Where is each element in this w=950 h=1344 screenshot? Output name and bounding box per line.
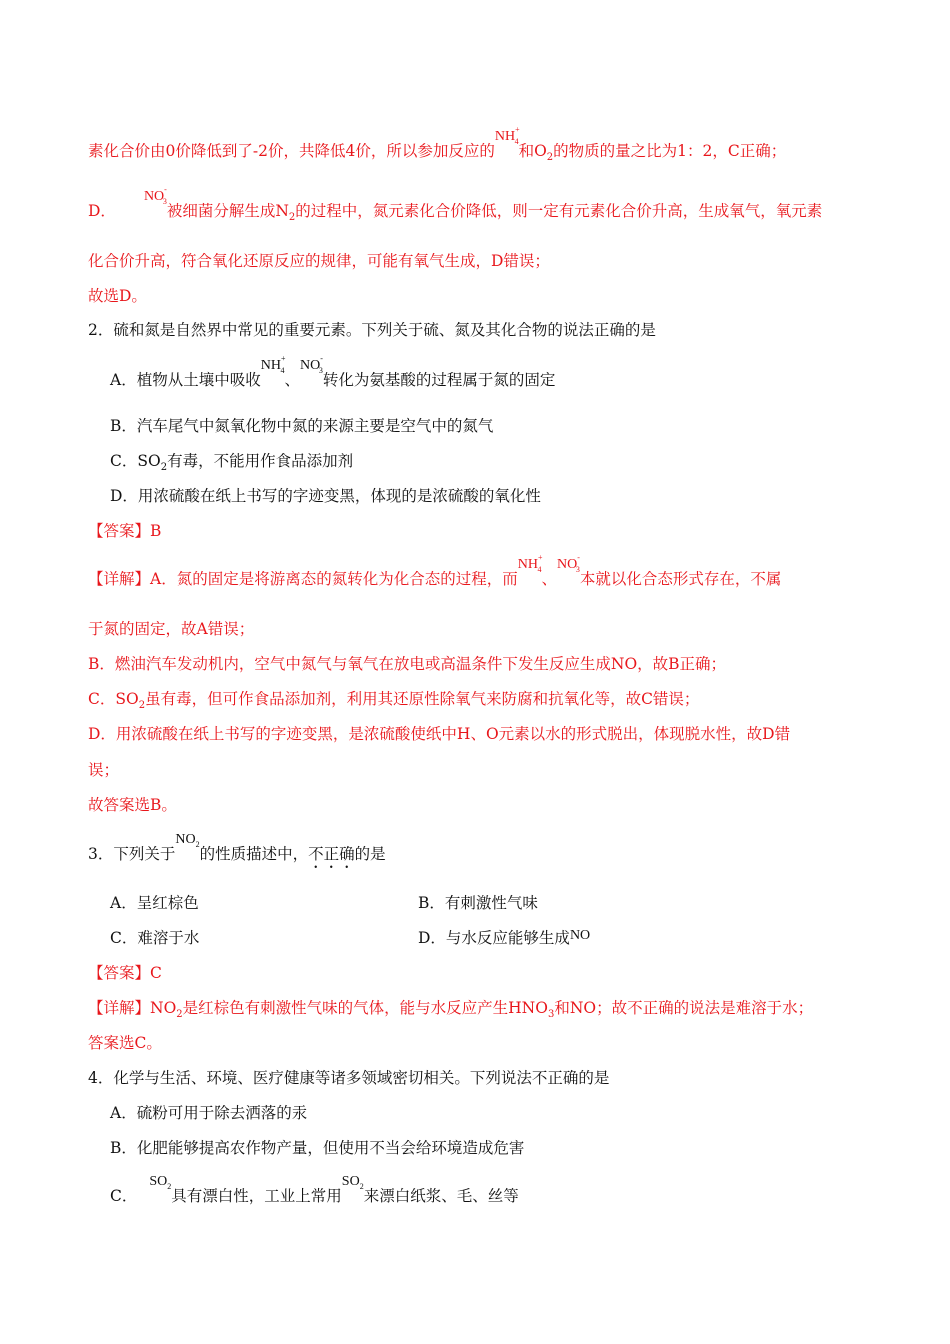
text: 【详解】NO — [88, 999, 177, 1017]
detail-3-line: 答案选C。 — [88, 1034, 162, 1052]
option-2b: B．汽车尾气中氮氧化物中氮的来源主要是空气中的氮气 — [110, 417, 494, 435]
text: 本就以化合态形式存在，不属 — [579, 570, 782, 588]
text: 的是 — [354, 845, 386, 863]
text: 、 — [541, 570, 557, 588]
detail-2-line: 于氮的固定，故A错误； — [88, 620, 255, 638]
formula-no3: $NO^-_3$ — [299, 354, 323, 375]
explanation-line: 化合价升高，符合氧化还原反应的规律，可能有氧气生成，D错误； — [88, 252, 550, 270]
text: 和NO；故不正确的说法是难溶于水； — [554, 999, 814, 1017]
text: 有毒，不能用作食品添加剂 — [167, 452, 354, 470]
option-3d — [418, 928, 590, 950]
formula-no: NO — [569, 928, 591, 943]
explanation-line — [88, 185, 823, 228]
option-2c — [110, 451, 353, 478]
option-2a — [110, 354, 556, 393]
detail-2-line: 误； — [88, 761, 120, 779]
formula-no3: $NO^-_3$ — [556, 553, 580, 574]
text: 被细菌分解生成N — [166, 202, 289, 220]
detail-3-line — [88, 998, 813, 1025]
detail-2-line — [88, 553, 782, 592]
option-4b: B．化肥能够提高农作物产量，但使用不当会给环境造成危害 — [110, 1139, 525, 1157]
subscript: 2 — [176, 1009, 183, 1021]
subscript: 2 — [138, 700, 146, 712]
subscript: 3 — [547, 1009, 555, 1021]
formula-nh4: $NH^+_4$ — [494, 125, 520, 146]
text: D．与水反应能够生成 — [418, 929, 570, 947]
text: 转化为氨基酸的过程属于氮的固定 — [322, 371, 556, 389]
text: 来漂白纸浆、毛、丝等 — [363, 1187, 519, 1205]
option-3b: B．有刺激性气味 — [418, 894, 538, 912]
text: 虽有毒，但可作食品添加剂，利用其还原性除氧气来防腐和抗氧化等，故C错误； — [145, 690, 700, 708]
formula-nh4: $NH^+_4$ — [260, 354, 286, 375]
text: 【详解】A．氮的固定是将游离态的氮转化为化合态的过程，而 — [88, 570, 518, 588]
option-4c — [110, 1174, 519, 1209]
text: 和O — [518, 142, 547, 160]
option-3c: C．难溶于水 — [110, 929, 200, 947]
explanation-line: 故选D。 — [88, 287, 147, 305]
text: D． — [88, 202, 116, 220]
formula-no2: $NO_2$ — [175, 832, 200, 849]
detail-2-line: 故答案选B。 — [88, 796, 177, 814]
subscript: 2 — [546, 152, 554, 164]
text: 3．下列关于 — [88, 845, 176, 863]
text: 的物质的量之比为1：2，C正确； — [553, 142, 787, 160]
text: C．SO — [88, 690, 139, 708]
text: C． — [110, 1187, 138, 1205]
emphasis-text: 不正确 — [308, 845, 355, 863]
text: 的性质描述中， — [199, 845, 309, 863]
formula-nh4: $NH^+_4$ — [517, 553, 543, 574]
option-2d: D．用浓硫酸在纸上书写的字迹变黑，体现的是浓硫酸的氧化性 — [110, 487, 541, 505]
text: 素化合价由0价降低到了-2价，共降低4价，所以参加反应的 — [88, 142, 495, 160]
answer-3: 【答案】C — [88, 964, 162, 982]
question-2: 2．硫和氮是自然界中常见的重要元素。下列关于硫、氮及其化合物的说法正确的是 — [88, 321, 656, 339]
detail-2-line: D．用浓硫酸在纸上书写的字迹变黑，是浓硫酸使纸中H、O元素以水的形式脱出，体现脱水性，故D错 — [88, 725, 791, 743]
text: A．植物从土壤中吸收 — [110, 371, 261, 389]
subscript: 2 — [288, 212, 296, 224]
subscript: 2 — [160, 462, 168, 474]
text: 、 — [284, 371, 300, 389]
text: C．SO — [110, 452, 161, 470]
answer-2: 【答案】B — [88, 522, 162, 540]
formula-so2: $SO_2$ — [149, 1174, 172, 1191]
explanation-line — [88, 125, 787, 168]
question-3 — [88, 832, 386, 872]
formula-no3: $NO^-_3$ — [143, 185, 167, 206]
question-4: 4．化学与生活、环境、医疗健康等诸多领域密切相关。下列说法不正确的是 — [88, 1069, 610, 1087]
detail-2-line — [88, 689, 699, 716]
text: 是红棕色有刺激性气味的气体，能与水反应产生HNO — [182, 999, 548, 1017]
text: 具有漂白性，工业上常用 — [171, 1187, 342, 1205]
option-3a: A．呈红棕色 — [110, 894, 199, 912]
detail-2-line: B．燃油汽车发动机内，空气中氮气与氧气在放电或高温条件下发生反应生成NO，故B正确； — [88, 655, 727, 673]
option-4a: A．硫粉可用于除去洒落的汞 — [110, 1104, 308, 1122]
formula-so2: $SO_2$ — [341, 1174, 364, 1191]
text: 的过程中，氮元素化合价降低，则一定有元素化合价升高，生成氧气，氧元素 — [295, 202, 823, 220]
